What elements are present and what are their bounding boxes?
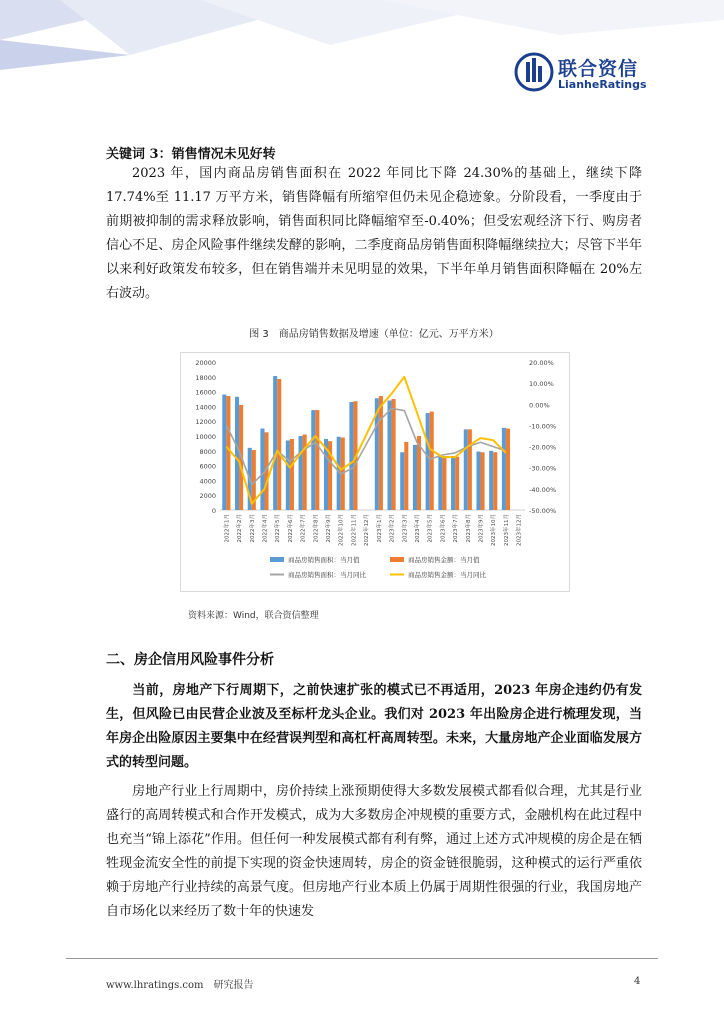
x-axis-tick-label: 2022年1月 (224, 514, 231, 543)
bar-amount (315, 410, 319, 510)
right-axis-tick-label: -10.00% (529, 422, 557, 431)
left-axis-tick-label: 10000 (195, 433, 216, 441)
x-axis-tick-label: 2022年12月 (364, 514, 371, 546)
section2-text: 房地产行业上行周期中，房价持续上涨预期使得大多数发展模式都看似合理，尤其是行业盛行的高周转模式和合作开发模式，成为大多数房企冲规模的重要方式，金融机构在此过程中也充当“锦上添花”作用。但任何一种发展模式都有利有弊，通过上述方式冲规模的房企是在牺牲现金流安全性的前提下实现的资金快速周转，房企的资金链很脆弱，这种模式的运行严重依赖于房地产行业持续的高景气度。但房地产行业本质上仍属于周期性很强的行业，我国房地产自市场化以来经历了数十年的快速发 (106, 784, 642, 919)
bar-area (299, 436, 303, 510)
x-axis-tick-label: 2023年8月 (465, 514, 472, 543)
section2-bold-paragraph (106, 679, 642, 775)
left-axis-tick-label: 20000 (195, 359, 216, 367)
x-axis-tick-label: 2023年6月 (440, 514, 447, 543)
footer-site: www.lhratings.com 研究报告 (106, 980, 254, 991)
legend-label: 商品房销售面积：当月值 (288, 556, 360, 564)
right-axis-tick-label: 0.00% (529, 401, 550, 410)
bar-amount (277, 379, 281, 510)
bar-amount (290, 439, 294, 510)
bar-area (235, 397, 239, 510)
right-axis-tick-label: -30.00% (529, 464, 557, 473)
x-axis-tick-label: 2022年4月 (262, 514, 269, 543)
x-axis-tick-label: 2023年4月 (414, 514, 421, 543)
bar-area (311, 410, 315, 510)
bar-amount (468, 429, 472, 510)
bar-area (273, 376, 277, 510)
keyword3-paragraph (106, 162, 642, 306)
bar-area (426, 413, 430, 510)
left-axis-tick-label: 6000 (199, 462, 216, 471)
legend-label: 商品房销售金额：当月同比 (408, 571, 486, 579)
left-axis-tick-label: 0 (211, 507, 216, 515)
x-axis-tick-label: 2022年9月 (326, 514, 333, 543)
left-axis-tick-label: 16000 (195, 388, 216, 397)
section2-heading: 二、房企信用风险事件分析 (106, 652, 274, 668)
x-axis-tick-label: 2022年2月 (237, 514, 244, 543)
footer-divider (66, 958, 658, 959)
x-axis-tick-label: 2023年11月 (503, 514, 510, 546)
section2-paragraph (106, 780, 642, 924)
right-axis-tick-label: -20.00% (529, 443, 557, 452)
x-axis-tick-label: 2022年5月 (275, 514, 282, 543)
bar-amount (392, 399, 396, 510)
page-number: 4 (634, 976, 641, 987)
left-axis-tick-label: 12000 (195, 418, 216, 427)
bar-area (413, 445, 417, 510)
right-axis-tick-label: -40.00% (529, 485, 557, 494)
bar-area (464, 429, 468, 510)
x-axis-tick-label: 2022年3月 (249, 514, 256, 543)
left-axis-tick-label: 14000 (195, 403, 216, 412)
legend-swatch (390, 557, 404, 562)
section2-bold-text: 当前，房地产下行周期下，之前快速扩张的模式已不再适用，2023 年房企违约仍有发生，但风险已由民营企业波及至标杆龙头企业。我们对 2023 年出险房企进行梳理发现，当年房企出险原因主要集中在经营误判型和高杠杆高周转型。未来，大量房地产企业面临发展方式的转型问题。 (106, 683, 642, 770)
logo-subtitle: LianheRatings (558, 78, 647, 91)
bar-amount (506, 429, 510, 510)
right-axis-tick-label: 20.00% (529, 359, 554, 367)
bar-area (451, 456, 455, 510)
x-axis-tick-label: 2023年9月 (478, 514, 485, 543)
legend-label: 商品房销售面积：当月同比 (288, 571, 366, 579)
bar-area (502, 428, 506, 510)
bar-area (438, 457, 442, 510)
x-axis-tick-label: 2022年11月 (351, 514, 358, 546)
x-axis-tick-label: 2023年7月 (453, 514, 460, 543)
bar-area (400, 452, 404, 510)
bar-area (349, 402, 353, 510)
bar-area (222, 395, 226, 510)
x-axis-tick-label: 2023年10月 (491, 514, 498, 546)
bar-area (387, 400, 391, 510)
right-axis-tick-label: 10.00% (529, 380, 554, 389)
bar-area (476, 452, 480, 510)
logo-name: 联合资信 (558, 58, 639, 80)
x-axis-tick-label: 2022年6月 (287, 514, 294, 543)
sales-chart (180, 352, 570, 592)
lianhe-logo-icon (514, 50, 554, 94)
x-axis-tick-label: 2023年3月 (402, 514, 409, 543)
x-axis-tick-label: 2023年2月 (389, 514, 396, 543)
x-axis-tick-label: 2022年10月 (338, 514, 345, 546)
x-axis-tick-label: 2022年8月 (313, 514, 320, 543)
x-axis-tick-label: 2023年1月 (376, 514, 383, 543)
keyword3-text: 2023 年，国内商品房销售面积在 2022 年同比下降 24.30%的基础上，继续下降 17.74%至 11.17 万平方米，销售降幅有所缩窄但仍未见企稳迹象。分阶段看，一季度由于前期被抑制的需求释放影响，销售面积同比降幅缩窄至-0.40%；但受宏观经济下行、购房者信心不足、房企风险事件继续发酵的影响，二季度商品房销售面积降幅继续拉大；尽管下半年以来利好政策发布较多，但在销售端并未见明显的效果，下半年单月销售面积降幅在 20%左右波动。 (106, 166, 642, 301)
figure-title: 图 3 商品房销售数据及增速（单位：亿元、万平方米） (249, 329, 499, 340)
bar-amount (481, 452, 485, 510)
left-axis-tick-label: 8000 (199, 447, 216, 456)
bar-amount (430, 412, 434, 510)
bar-area (489, 451, 493, 510)
bar-area (286, 440, 290, 510)
x-axis-tick-label: 2023年12月 (516, 514, 523, 546)
bar-amount (379, 396, 383, 510)
x-axis-tick-label: 2023年5月 (427, 514, 434, 543)
figure-source: 资料来源：Wind，联合资信整理 (188, 611, 319, 621)
x-axis-tick-label: 2022年7月 (300, 514, 307, 543)
left-axis-tick-label: 18000 (195, 373, 216, 382)
bar-amount (442, 456, 446, 510)
bar-amount (226, 396, 230, 510)
keyword3-heading: 关键词 3：销售情况未见好转 (106, 147, 276, 162)
left-axis-tick-label: 4000 (199, 477, 216, 486)
legend-swatch (270, 557, 284, 562)
left-axis-tick-label: 2000 (199, 492, 216, 501)
legend-label: 商品房销售金额：当月值 (408, 556, 480, 564)
bar-amount (404, 442, 408, 510)
bar-amount (455, 457, 459, 510)
right-axis-tick-label: -50.00% (529, 507, 557, 515)
bar-area (260, 429, 264, 510)
bar-amount (493, 452, 497, 510)
lianhe-logo (514, 50, 647, 98)
